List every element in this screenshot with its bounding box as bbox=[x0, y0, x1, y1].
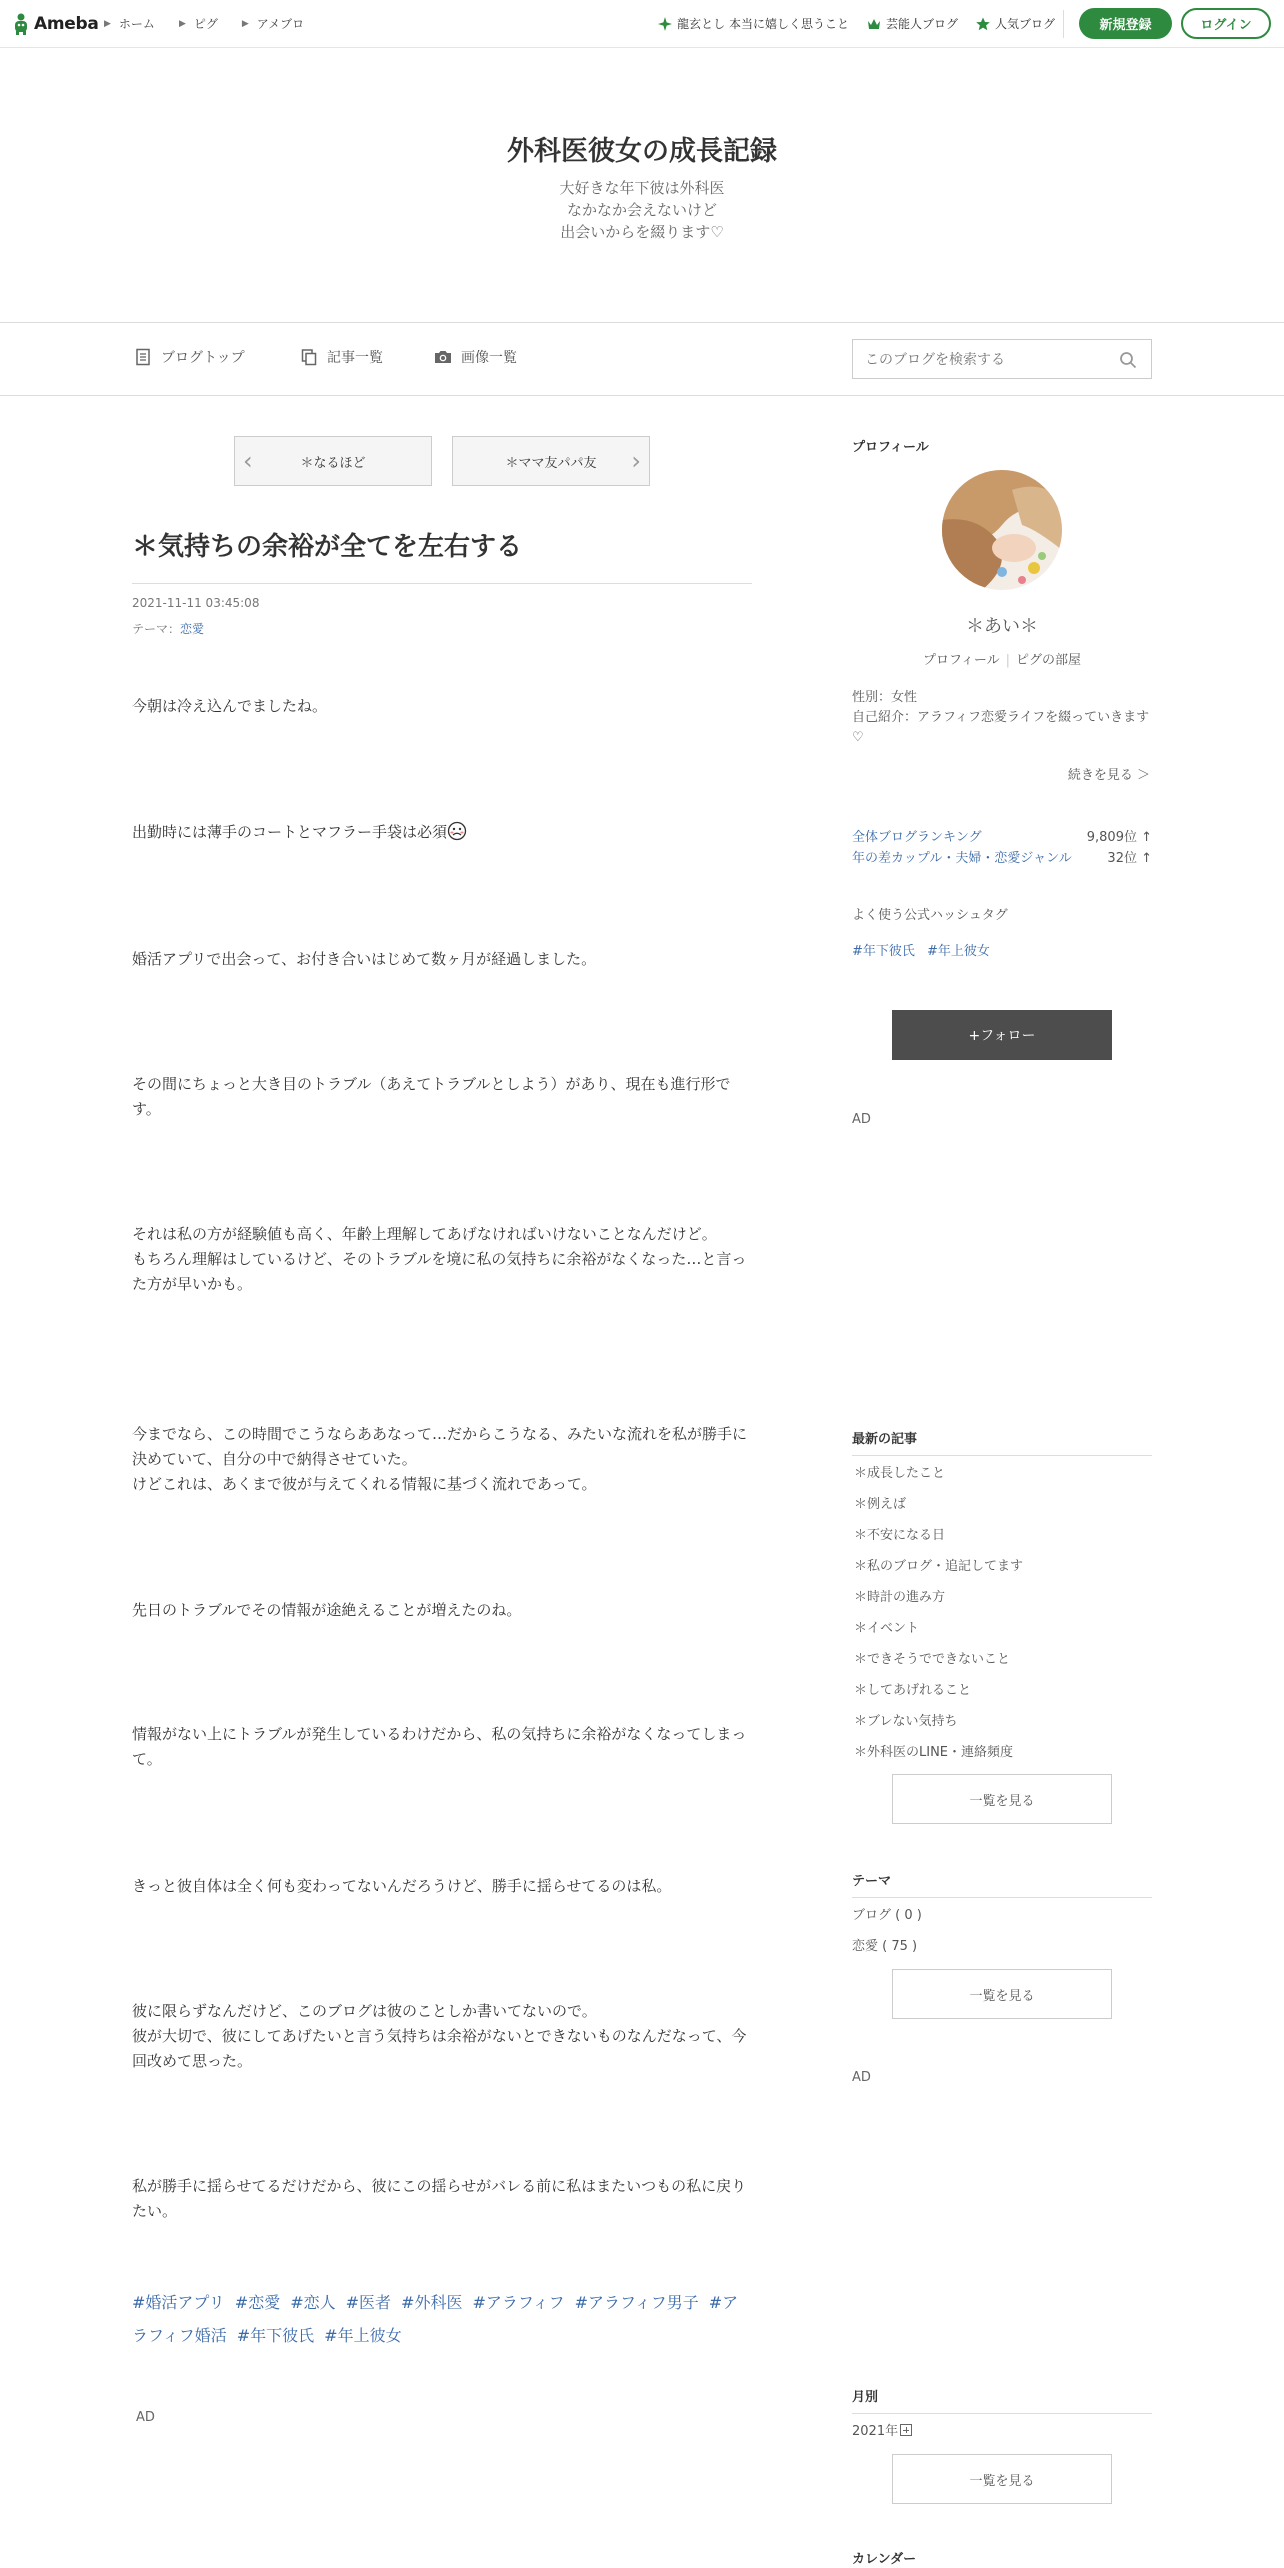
entry-paragraph: 私が勝手に揺らせてるだけだから、彼にこの揺らせがバレる前に私はまたいつもの私に戻りたい。 bbox=[132, 2177, 747, 2220]
hashtag-label[interactable]: #年上彼女 bbox=[324, 2326, 402, 2345]
sparkle-icon bbox=[658, 17, 672, 31]
ranking-label: 年の差カップル・夫婦・恋愛ジャンル bbox=[852, 851, 1072, 866]
profile-links bbox=[852, 649, 1152, 668]
header-divider bbox=[1063, 10, 1064, 38]
hashtag-link bbox=[324, 2326, 411, 2345]
entry-paragraph-line: けどこれは、あくまで彼が与えてくれる情報に基づく流れであって。 bbox=[132, 1475, 597, 1493]
entry-paragraph: その間にちょっと大き目のトラブル（あえてトラブルとしよう）があり、現在も進行形です。 bbox=[132, 1075, 731, 1118]
celebrity-blog-link[interactable] bbox=[867, 15, 958, 32]
theme-link[interactable]: ブログ ( 0 ) bbox=[852, 1908, 922, 1923]
blog-description-line: 出会いからを綴ります♡ bbox=[560, 223, 724, 241]
menu-blog-top-label: ブログトップ bbox=[161, 350, 245, 366]
avatar-image bbox=[942, 470, 1062, 590]
chevron-right-icon: ▶ bbox=[241, 18, 249, 29]
hashtag-link bbox=[235, 2293, 290, 2312]
search-icon[interactable] bbox=[1119, 351, 1137, 369]
menu-image-list[interactable] bbox=[434, 347, 517, 367]
hashtag-label[interactable]: #年下彼氏 bbox=[236, 2326, 315, 2345]
recent-entry-link[interactable]: ＊不安になる日 bbox=[854, 1528, 946, 1543]
entry-paragraph-line: 今までなら、この時間でこうならああなって…だからこうなる、みたいな流れを私が勝手に決めていて、自分の中で納得させていた。 bbox=[132, 1425, 748, 1468]
entry-paragraph-line: 彼に限らずなんだけど、このブログは彼のことしか書いてないので。 bbox=[132, 2002, 597, 2020]
avatar[interactable] bbox=[942, 470, 1062, 590]
hashtag-label[interactable]: #外科医 bbox=[401, 2293, 463, 2312]
entry-theme-label: テーマ： bbox=[132, 622, 181, 636]
menu-image-list-label: 画像一覧 bbox=[461, 350, 517, 366]
sidebar-hashtag[interactable]: #年下彼氏 bbox=[852, 944, 915, 959]
follow-button[interactable]: +フォロー bbox=[892, 1010, 1112, 1060]
recent-entry-link[interactable]: ＊できそうでできないこと bbox=[854, 1652, 1011, 1667]
star-icon bbox=[976, 17, 990, 31]
recent-entry-link[interactable]: ＊時計の進み方 bbox=[854, 1590, 946, 1605]
hashtag-label[interactable]: #アラフィフ bbox=[472, 2293, 565, 2312]
entry-hashtags bbox=[132, 2286, 752, 2352]
entry-paragraph: きっと彼自体は全く何も変わってないんだろうけど、勝手に揺らせてるのは私。 bbox=[132, 1877, 672, 1895]
hashtag-heading: よく使う公式ハッシュタグ bbox=[852, 908, 1008, 923]
nav-ameblo-label: アメブロ bbox=[256, 17, 305, 31]
chevron-right-icon: ▶ bbox=[178, 18, 186, 29]
celebrity-blog-label: 芸能人ブログ bbox=[885, 17, 958, 31]
hashtag-link bbox=[132, 2293, 235, 2312]
recent-entry-link[interactable]: ＊成長したこと bbox=[854, 1466, 946, 1481]
next-entry-link[interactable] bbox=[452, 436, 650, 486]
entry-paragraph bbox=[132, 820, 752, 845]
hashtag-link bbox=[401, 2293, 472, 2312]
ameba-logo[interactable] bbox=[12, 12, 99, 36]
blog-description bbox=[0, 177, 1284, 243]
hashtag-label[interactable]: #恋人 bbox=[290, 2293, 336, 2312]
sad-face-icon bbox=[447, 821, 467, 841]
recent-entry-link[interactable]: ＊私のブログ・追記してます bbox=[854, 1559, 1024, 1574]
theme-link[interactable]: 恋愛 ( 75 ) bbox=[852, 1939, 918, 1954]
menu-divider bbox=[0, 395, 1284, 396]
profile-gender: 性別：女性 bbox=[852, 690, 918, 705]
service-nav bbox=[104, 15, 304, 32]
news-link[interactable] bbox=[658, 15, 849, 32]
ranking-position: 32位 ↑ bbox=[1107, 851, 1152, 866]
theme-list-more-button[interactable]: 一覧を見る bbox=[892, 1969, 1112, 2019]
monthly-list-more-button[interactable]: 一覧を見る bbox=[892, 2454, 1112, 2504]
menu-blog-top[interactable] bbox=[134, 347, 245, 367]
profile-heading: プロフィール bbox=[852, 440, 929, 455]
recent-entry-link[interactable]: ＊ブレない気持ち bbox=[854, 1714, 958, 1729]
camera-icon bbox=[434, 348, 452, 366]
nav-home-label: ホーム bbox=[118, 17, 155, 31]
menu-entry-list-label: 記事一覧 bbox=[327, 350, 383, 366]
recent-entry-link[interactable]: ＊イベント bbox=[854, 1621, 920, 1636]
document-icon bbox=[134, 348, 152, 366]
blog-title[interactable]: 外科医彼女の成長記録 bbox=[507, 136, 777, 167]
entry-paragraph: 今朝は冷え込んでましたね。 bbox=[132, 697, 328, 715]
chevron-right-icon: › bbox=[631, 447, 641, 475]
nickname: ＊あい＊ bbox=[966, 616, 1038, 637]
recent-entry-link[interactable]: ＊外科医のLINE・連絡頻度 bbox=[854, 1745, 1014, 1760]
ameba-mark-icon bbox=[12, 13, 30, 35]
entry-paragraph bbox=[132, 1222, 752, 1297]
ad-label: AD bbox=[136, 2410, 155, 2425]
register-button[interactable]: 新規登録 bbox=[1079, 8, 1172, 39]
hashtag-label[interactable]: #医者 bbox=[345, 2293, 392, 2312]
hashtag-link bbox=[575, 2293, 709, 2312]
blog-description-line: なかなか会えないけど bbox=[566, 201, 717, 219]
header-links bbox=[658, 15, 1055, 32]
next-entry-label: ＊ママ友パパ友 bbox=[505, 455, 597, 471]
entry-paragraph-line: 彼が大切で、彼にしてあげたいと言う気持ちは余裕がないとできないものなんだなって、今回改めて思った。 bbox=[132, 2027, 747, 2070]
blog-search-input[interactable] bbox=[853, 340, 1103, 378]
nav-home[interactable] bbox=[104, 15, 155, 32]
entry-theme bbox=[132, 620, 204, 637]
pig-room-link[interactable]: ピグの部屋 bbox=[1016, 653, 1082, 668]
entry-paragraph-line: それは私の方が経験値も高く、年齢上理解してあげなければいけないことなんだけど。 bbox=[132, 1225, 717, 1243]
entry-paragraph-text: 出勤時には薄手のコートとマフラー手袋は必須 bbox=[132, 823, 448, 841]
popular-blog-link[interactable] bbox=[976, 15, 1055, 32]
chevron-right-icon: ▶ bbox=[104, 18, 111, 29]
entry-title: ＊気持ちの余裕が全てを左右する bbox=[132, 526, 752, 584]
blog-header bbox=[0, 49, 1284, 322]
menu-entry-list[interactable] bbox=[300, 347, 383, 367]
month-label: 2021年 bbox=[852, 2424, 899, 2439]
ad-label: AD bbox=[852, 1112, 871, 1127]
theme-heading: テーマ bbox=[852, 1870, 1152, 1898]
blog-description-line: 大好きな年下彼は外科医 bbox=[559, 179, 725, 197]
entry-paragraph bbox=[132, 1999, 752, 2074]
hashtag-label[interactable]: #恋愛 bbox=[234, 2293, 281, 2312]
entry-paragraph: 情報がない上にトラブルが発生しているわけだから、私の気持ちに余裕がなくなってしまって。 bbox=[132, 1725, 747, 1768]
ranking-overall[interactable] bbox=[852, 826, 1152, 845]
prev-entry-link[interactable] bbox=[234, 436, 432, 486]
ad-label: AD bbox=[852, 2070, 871, 2085]
ranking-label: 全体ブログランキング bbox=[852, 830, 982, 845]
hashtag-link bbox=[290, 2293, 345, 2312]
entry-date: 2021-11-11 03:45:08 bbox=[132, 596, 260, 610]
blog-menu bbox=[0, 323, 1284, 395]
recent-entry-link[interactable]: ＊してあげれること bbox=[854, 1683, 972, 1698]
nav-pig[interactable] bbox=[179, 15, 218, 32]
ranking-position: 9,809位 ↑ bbox=[1086, 830, 1152, 845]
hashtag-link bbox=[472, 2293, 574, 2312]
entry-theme-link[interactable]: 恋愛 bbox=[180, 622, 205, 636]
entry-paragraph: 婚活アプリで出会って、お付き合いはじめて数ヶ月が経過しました。 bbox=[132, 950, 597, 968]
entry-paragraph: 先日のトラブルでその情報が途絶えることが増えたのね。 bbox=[132, 1601, 522, 1619]
popular-blog-label: 人気ブログ bbox=[994, 17, 1055, 31]
hashtag-link bbox=[346, 2293, 401, 2312]
hashtag-link bbox=[237, 2326, 324, 2345]
recent-list-more-button[interactable]: 一覧を見る bbox=[892, 1774, 1112, 1824]
month-link[interactable] bbox=[852, 2420, 912, 2439]
nav-pig-label: ピグ bbox=[193, 17, 218, 31]
monthly-heading: 月別 bbox=[852, 2386, 1152, 2414]
copy-icon bbox=[300, 348, 318, 366]
profile-intro: 自己紹介：アラフィフ恋愛ライフを綴っていきます♡ bbox=[852, 710, 1150, 745]
hashtag-label[interactable]: #アラフィフ男子 bbox=[574, 2293, 699, 2312]
calendar-heading: カレンダー bbox=[852, 2552, 917, 2567]
sidebar-hashtag[interactable]: #年上彼女 bbox=[927, 944, 990, 959]
crown-icon bbox=[867, 17, 881, 31]
logo-text: Ameba bbox=[34, 14, 99, 34]
hashtag-label[interactable]: #アラフィフ婚活 bbox=[132, 2293, 739, 2345]
recent-entry-link[interactable]: ＊例えば bbox=[854, 1497, 907, 1512]
expand-plus-icon[interactable] bbox=[900, 2424, 912, 2436]
profile-more-link[interactable]: 続きを見る ＞ bbox=[1067, 768, 1150, 783]
global-header bbox=[0, 0, 1284, 48]
separator: | bbox=[1005, 653, 1011, 668]
entry-paragraph-line: もちろん理解はしているけど、そのトラブルを境に私の気持ちに余裕がなくなった…と言った方が早いかも。 bbox=[132, 1250, 747, 1293]
chevron-left-icon: ‹ bbox=[243, 447, 253, 475]
entry-paragraph bbox=[132, 1422, 752, 1497]
news-link-label: 龍玄とし 本当に嬉しく思うこと bbox=[677, 17, 849, 31]
nav-ameblo[interactable] bbox=[242, 15, 304, 32]
recent-heading: 最新の記事 bbox=[852, 1428, 1152, 1456]
blog-search-box bbox=[852, 339, 1152, 379]
login-button[interactable]: ログイン bbox=[1181, 8, 1271, 39]
hashtag-label[interactable]: #婚活アプリ bbox=[132, 2293, 225, 2312]
prev-entry-label: ＊なるほど bbox=[300, 455, 366, 471]
profile-link[interactable]: プロフィール bbox=[922, 653, 1000, 668]
ranking-genre[interactable] bbox=[852, 847, 1152, 866]
